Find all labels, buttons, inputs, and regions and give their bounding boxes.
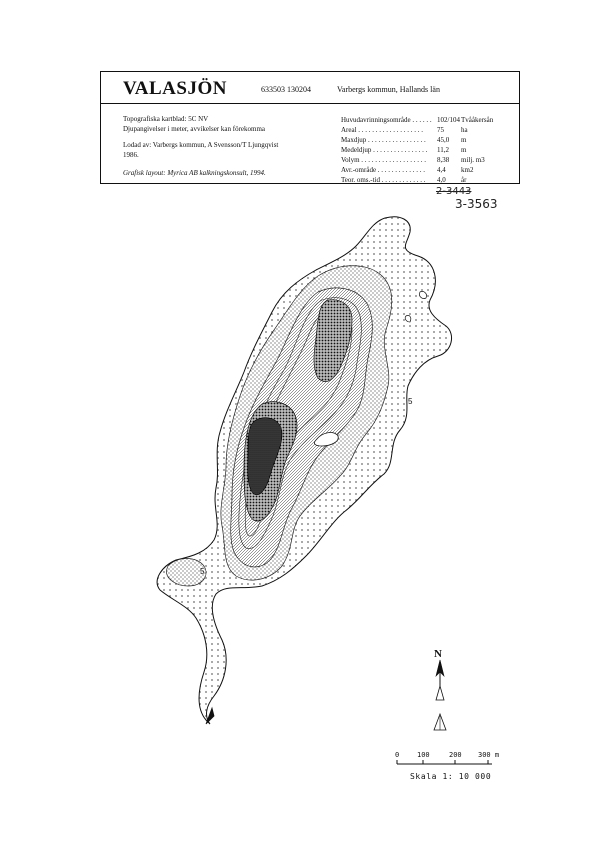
stats-unit: Tvååkersån [461,116,494,124]
scale-tick-300: 300 m [478,751,500,759]
scale-tick-0: 0 [395,751,400,759]
graphic-layout: Grafisk layout: Myrica AB kalkningskonsult, 1994. [123,169,266,177]
depth-label-5m: 5 [408,397,413,406]
stats-value: 11,2 [437,146,449,154]
topo-sheet: Topografiska kartblad: 5C NV [123,115,209,123]
islet [419,291,426,298]
stats-unit: år [461,176,467,184]
stats-value: 4,0 [437,176,446,184]
stats-unit: km2 [461,166,474,174]
stats-label: Avr.-område . . . . . . . . . . . . . . [341,166,426,174]
stats-label: Volym . . . . . . . . . . . . . . . . . . . [341,156,427,164]
scale-tick-100: 100 [417,751,430,759]
handwritten-number: 3-3563 [455,197,498,211]
stats-value: 102/104 [437,116,460,124]
scale-text: Skala 1: 10 000 [410,772,492,781]
north-label: N [434,648,442,660]
scale-tick-200: 200 [449,751,462,759]
stats-value: 75 [437,126,444,134]
stats-label: Huvudavrinningsområde . . . . . . [341,116,432,124]
north-arrow [434,648,446,730]
outflow-arrow [206,708,214,724]
struck-handwritten-number: 2-3443 [436,186,472,197]
depth-label-5m-bay: 5 [200,567,205,576]
stats-label: Maxdjup . . . . . . . . . . . . . . . . . [341,136,426,144]
stats-unit: ha [461,126,468,134]
surveyed-by: Lodad av: Varbergs kommun, A Svensson/T Ljungqvist [123,141,279,149]
stats-label: Medeldjup . . . . . . . . . . . . . . . . [341,146,428,154]
survey-year: 1986. [123,151,139,159]
lake-title: VALASJÖN [123,78,227,99]
stats-label: Teor. oms.-tid . . . . . . . . . . . . . [341,176,426,184]
scale-bar [397,760,492,764]
municipality: Varbergs kommun, Hallands län [337,85,440,94]
stats-unit: milj. m3 [461,156,485,164]
depth-note: Djupangivelser i meter, avvikelser kan förekomma [123,125,266,133]
stats-unit: m [461,136,467,144]
stats-value: 8,38 [437,156,450,164]
stats-label: Areal . . . . . . . . . . . . . . . . . . . [341,126,424,134]
stats-value: 45,0 [437,136,450,144]
stats-value: 4,4 [437,166,446,174]
stats-unit: m [461,146,467,154]
lake-code: 633503 130204 [261,85,311,94]
